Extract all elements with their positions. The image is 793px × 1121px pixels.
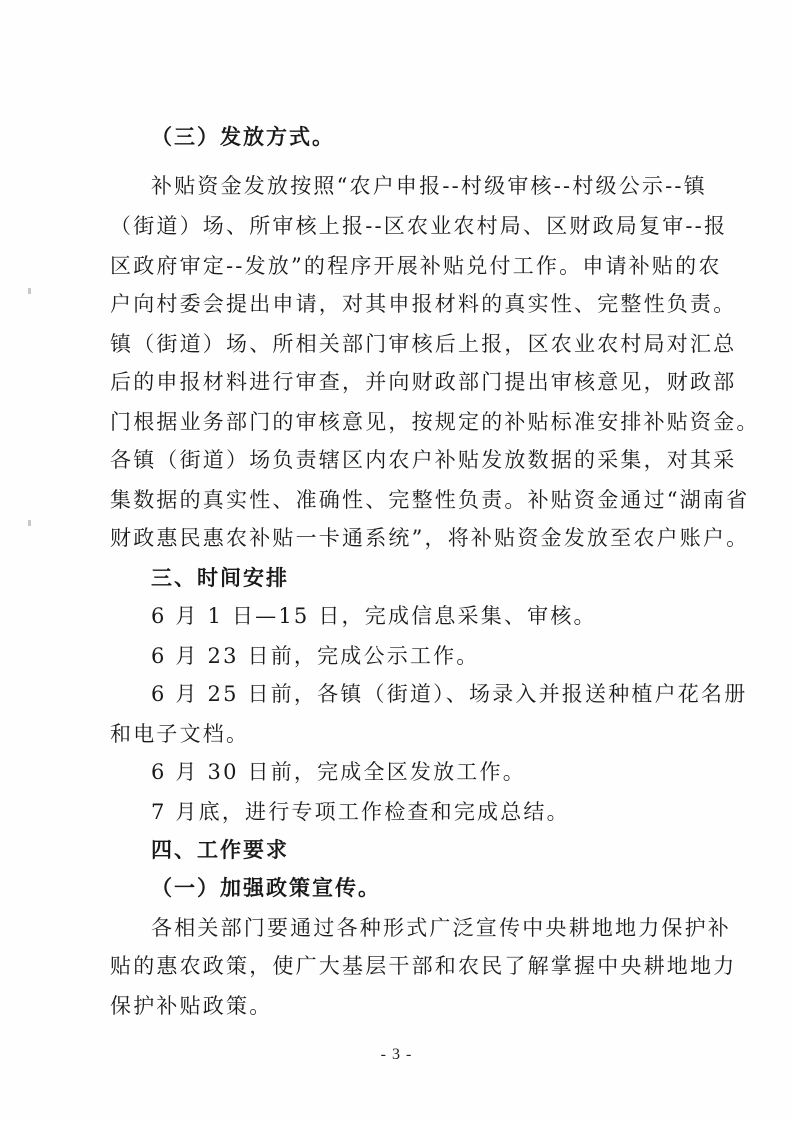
schedule-item: 6 月 25 日前，各镇（街道）、场录入并报送种植户花名册 (151, 682, 748, 706)
scan-mark (28, 520, 31, 526)
schedule-item: 7 月底，进行专项工作检查和完成总结。 (151, 800, 570, 824)
paragraph-line: 后的申报材料进行审查，并向财政部门提出审核意见，财政部 (110, 370, 737, 394)
paragraph-line: 集数据的真实性、准确性、完整性负责。补贴资金通过“湖南省 (110, 488, 750, 512)
subsection-heading: （一）加强政策宣传。 (151, 876, 381, 900)
paragraph-line: 镇（街道）场、所相关部门审核后上报，区农业农村局对汇总 (110, 332, 737, 356)
schedule-item: 6 月 30 日前，完成全区发放工作。 (151, 760, 526, 784)
scan-mark (28, 288, 31, 294)
paragraph-line: 户向村委会提出申请，对其申报材料的真实性、完整性负责。 (110, 292, 737, 316)
paragraph-line: （街道）场、所审核上报--区农业农村局、区财政局复审--报 (110, 214, 728, 238)
work-requirements-heading: 四、工作要求 (151, 838, 289, 862)
paragraph-line: 财政惠民惠农补贴一卡通系统”，将补贴资金发放至农户账户。 (110, 526, 750, 550)
paragraph-line: 各相关部门要通过各种形式广泛宣传中央耕地地力保护补 (151, 916, 731, 940)
paragraph-line: 贴的惠农政策，使广大基层干部和农民了解掌握中央耕地地力 (110, 954, 737, 978)
paragraph-line: 各镇（街道）场负责辖区内农户补贴发放数据的采集，对其采 (110, 448, 737, 472)
schedule-item: 和电子文档。 (110, 722, 250, 746)
paragraph-line: 门根据业务部门的审核意见，按规定的补贴标准安排补贴资金。 (110, 410, 760, 434)
schedule-item: 6 月 1 日—15 日，完成信息采集、审核。 (151, 604, 597, 628)
page-number: - 3 - (380, 1046, 413, 1063)
paragraph-line: 区政府审定--发放”的程序开展补贴兑付工作。申请补贴的农 (110, 254, 722, 278)
time-schedule-heading: 三、时间安排 (151, 566, 289, 590)
schedule-item: 6 月 23 日前，完成公示工作。 (151, 644, 480, 668)
paragraph-line: 补贴资金发放按照“农户申报--村级审核--村级公示--镇 (151, 174, 707, 198)
section-3-heading: （三）发放方式。 (151, 125, 335, 149)
paragraph-line: 保护补贴政策。 (110, 994, 273, 1018)
